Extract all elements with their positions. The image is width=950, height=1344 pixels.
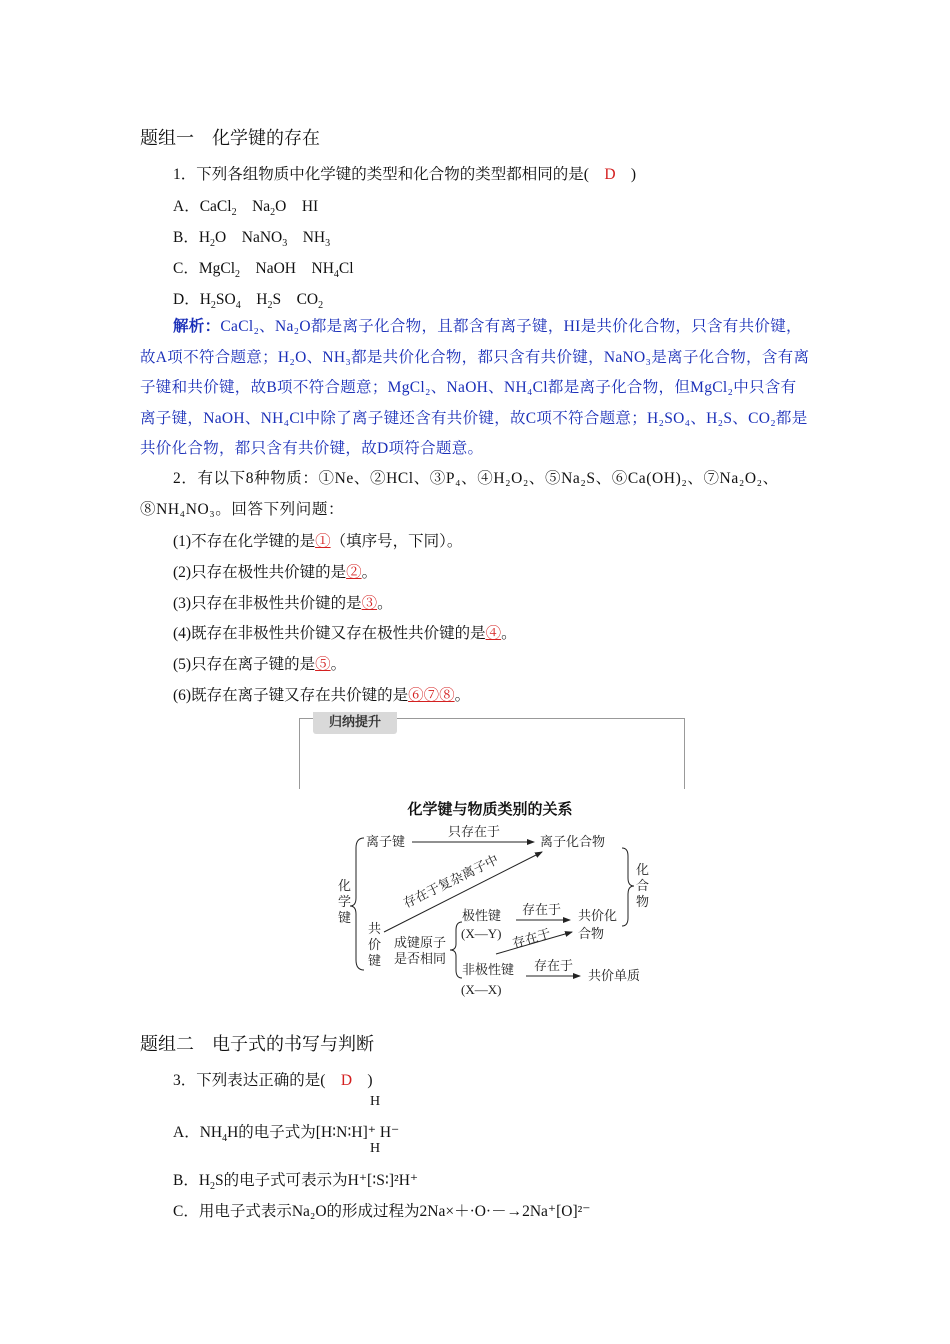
item-tail: 。 bbox=[361, 564, 378, 581]
label-compound-3: 物 bbox=[636, 895, 650, 910]
formula: Na bbox=[252, 198, 271, 215]
label-nonpolar-formula: (X—X) bbox=[461, 982, 502, 997]
electron-formula-a: [H∶N∶H]⁺ H⁻ bbox=[315, 1124, 400, 1141]
summary-tab: 归纳提升 bbox=[313, 712, 397, 734]
item-answer: ① bbox=[315, 533, 331, 550]
option-a-prefix: A．NH bbox=[173, 1124, 223, 1141]
formula: S bbox=[272, 291, 282, 308]
option-b bbox=[173, 225, 330, 249]
formula: CO bbox=[296, 291, 319, 308]
label-polar-formula: (X—Y) bbox=[461, 926, 502, 941]
label-compound-2: 合 bbox=[636, 879, 650, 894]
label-exists-in-1: 存在于 bbox=[522, 903, 562, 918]
subscript: 2 bbox=[318, 300, 324, 312]
q3-option-c: C．用电子式表示Na₂O的形成过程为2Na×＋·O·－→2Na⁺[O]²⁻ bbox=[173, 1203, 591, 1220]
formula: H bbox=[198, 229, 211, 246]
label-compound-1: 化 bbox=[636, 863, 650, 878]
option-a bbox=[173, 194, 318, 218]
item-text: (5)只存在离子键的是 bbox=[173, 656, 316, 673]
item-answer: ② bbox=[346, 564, 362, 581]
item-answer: ③ bbox=[361, 595, 378, 612]
question-1 bbox=[173, 162, 636, 184]
subscript: 2 bbox=[270, 207, 276, 219]
item-text: (3)只存在非极性共价键的是 bbox=[173, 595, 362, 612]
label-chem-2: 学 bbox=[338, 895, 352, 910]
subscript: 2 bbox=[210, 300, 216, 312]
subscript: 3 bbox=[282, 238, 288, 250]
question-2-stem: 2．有以下8种物质：①Ne、②HCl、③P₄、④H₂O₂、⑤Na₂S、⑥Ca(OH)₂、⑦Na₂O₂、⑧NH₄NO₃。回答下列问题： bbox=[140, 470, 779, 518]
label-in-complex-ion: 存在于复杂离子中 bbox=[401, 852, 502, 912]
subscript: 2 bbox=[210, 1181, 216, 1193]
label-polar: 极性键 bbox=[462, 909, 502, 924]
question-1-stem: 1．下列各组物质中化学键的类型和化合物的类型都相同的是( bbox=[173, 166, 589, 183]
label-chem-3: 键 bbox=[338, 911, 352, 926]
formula: H bbox=[256, 291, 268, 308]
q3-a-top-h: H bbox=[370, 1094, 381, 1109]
item-tail: 。 bbox=[454, 687, 471, 704]
label-cov-2: 价 bbox=[368, 938, 382, 953]
question-3-close: ) bbox=[367, 1072, 373, 1089]
label-ionic-compound: 离子化合物 bbox=[540, 835, 606, 850]
label-covalent-compound-1: 共价化 bbox=[578, 909, 618, 924]
option-label: D． bbox=[173, 291, 200, 308]
diagram-title: 化学键与物质类别的关系 bbox=[407, 800, 573, 818]
item-text: (4)既存在非极性共价键又存在极性共价键的是 bbox=[173, 625, 486, 642]
formula: NaOH bbox=[255, 260, 296, 277]
item-tail: （填序号，下同）。 bbox=[330, 533, 463, 550]
q3-option-a bbox=[173, 1120, 399, 1144]
analysis bbox=[140, 312, 812, 465]
option-c bbox=[173, 256, 354, 280]
q2-item-3 bbox=[173, 591, 393, 613]
q2-item-4 bbox=[173, 621, 517, 643]
label-covalent-compound-2: 合物 bbox=[578, 927, 605, 942]
analysis-label: 解析： bbox=[173, 318, 221, 335]
section-title-1: 题组一 化学键的存在 bbox=[140, 128, 320, 148]
subscript: 4 bbox=[333, 269, 339, 281]
question-3-stem: 3．下列表达正确的是( bbox=[173, 1072, 326, 1089]
option-label: A． bbox=[173, 198, 200, 215]
option-b-prefix: B．H bbox=[173, 1172, 211, 1189]
label-exists-in-2: 存在于 bbox=[510, 926, 553, 952]
option-label: C． bbox=[173, 260, 199, 277]
item-tail: 。 bbox=[377, 595, 393, 612]
label-exists-in-3: 存在于 bbox=[534, 959, 574, 974]
item-tail: 。 bbox=[501, 625, 517, 642]
question-1-close: ) bbox=[630, 166, 637, 183]
formula: MgCl bbox=[198, 260, 236, 277]
formula: O bbox=[215, 229, 227, 246]
item-text: (2)只存在极性共价键的是 bbox=[173, 564, 347, 581]
item-text: (6)既存在离子键又存在共价键的是 bbox=[173, 687, 409, 704]
label-same-atoms-1: 成键原子 bbox=[394, 936, 447, 951]
analysis-text: CaCl₂、Na₂O都是离子化合物，且都含有离子键，HI是共价化合物，只含有共价键，故A项不符合题意；H₂O、NH₃都是共价化合物，都只含有共价键，NaNO₃是离子化合物，含有离子键和共价键，故B项不符合题意；MgCl₂、NaOH、NH₄Cl都是离子化合物，但MgCl₂中只含有离子键，NaOH、NH₄Cl中除了离子键还含有共价键，故C项不符合题意；H₂SO₄、H₂S、CO₂都是共价化合物，都只含有共价键，故D项符合题意。 bbox=[140, 318, 810, 457]
left-brace bbox=[350, 838, 364, 970]
item-answer: ⑥⑦⑧ bbox=[408, 687, 455, 704]
label-nonpolar: 非极性键 bbox=[462, 963, 515, 978]
right-brace bbox=[622, 848, 634, 926]
formula: HI bbox=[301, 198, 319, 215]
option-a-mid: H的电子式为 bbox=[227, 1124, 316, 1141]
subscript: 2 bbox=[210, 238, 216, 250]
q2-item-2 bbox=[173, 560, 377, 582]
q2-item-6 bbox=[173, 683, 470, 705]
subscript: 2 bbox=[235, 269, 241, 281]
option-label: B． bbox=[173, 229, 199, 246]
label-cov-3: 键 bbox=[368, 954, 382, 969]
formula: CaCl bbox=[199, 198, 232, 215]
bond-relationship-diagram bbox=[330, 820, 660, 1005]
subscript: 3 bbox=[325, 238, 331, 250]
label-ionic-bond: 离子键 bbox=[366, 835, 406, 850]
subscript: 4 bbox=[235, 300, 241, 312]
label-chem-1: 化 bbox=[338, 879, 352, 894]
q2-item-1 bbox=[173, 529, 462, 551]
label-covalent-element: 共价单质 bbox=[588, 969, 641, 984]
label-cov-1: 共 bbox=[368, 922, 382, 937]
question-1-answer: D bbox=[604, 166, 616, 183]
subscript: 4 bbox=[222, 1133, 228, 1145]
item-answer: ④ bbox=[485, 625, 502, 642]
item-text: (1)不存在化学键的是 bbox=[173, 533, 316, 550]
item-tail: 。 bbox=[330, 656, 347, 673]
subscript: 2 bbox=[231, 207, 237, 219]
formula: NH bbox=[311, 260, 334, 277]
q3-option-b bbox=[173, 1168, 418, 1192]
subscript: 2 bbox=[267, 300, 273, 312]
question-3-answer: D bbox=[340, 1072, 353, 1089]
q2-item-5 bbox=[173, 652, 346, 674]
label-same-atoms-2: 是否相同 bbox=[394, 952, 447, 967]
item-answer: ⑤ bbox=[315, 656, 331, 673]
formula: NaNO bbox=[241, 229, 283, 246]
label-only-in: 只存在于 bbox=[448, 825, 501, 840]
formula: H bbox=[199, 291, 211, 308]
formula: O bbox=[275, 198, 287, 215]
option-d bbox=[173, 287, 323, 311]
formula: NH bbox=[302, 229, 326, 246]
section-title-2: 题组二 电子式的书写与判断 bbox=[140, 1034, 374, 1054]
formula: SO bbox=[215, 291, 236, 308]
question-3 bbox=[173, 1068, 373, 1090]
q3-a-bottom-h: H bbox=[370, 1141, 381, 1156]
option-b-text: S的电子式可表示为H⁺[∶S∶]²H⁺ bbox=[215, 1172, 419, 1189]
formula: Cl bbox=[338, 260, 354, 277]
